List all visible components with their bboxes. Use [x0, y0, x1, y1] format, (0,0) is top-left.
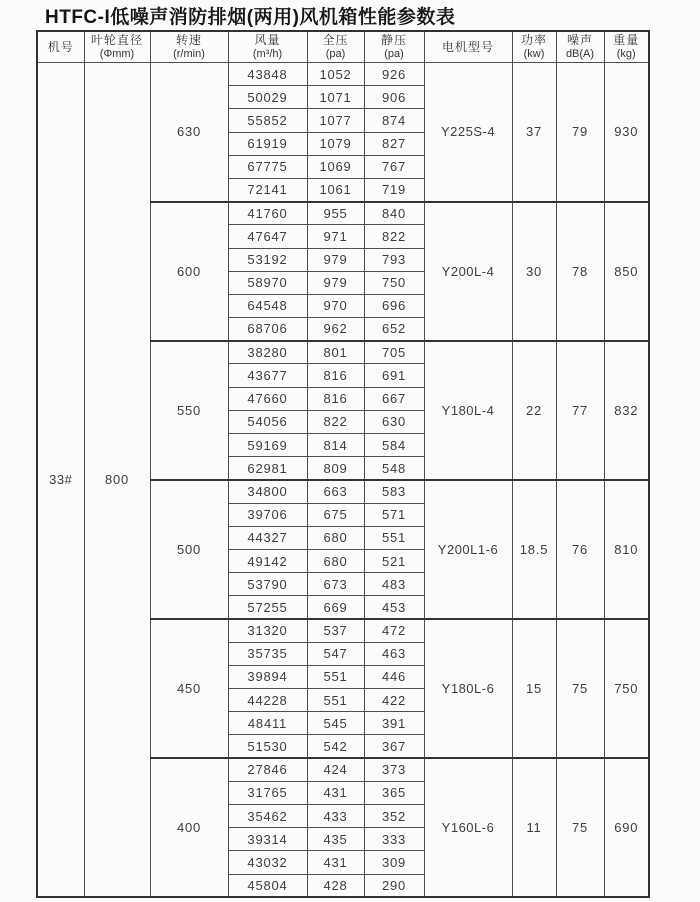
weight-cell: 690 [604, 758, 649, 897]
weight-cell: 810 [604, 480, 649, 619]
static-pressure-cell: 548 [364, 457, 424, 480]
total-pressure-cell: 1077 [307, 109, 364, 132]
static-pressure-cell: 691 [364, 364, 424, 387]
static-pressure-cell: 367 [364, 735, 424, 758]
motor-model-cell: Y200L-4 [424, 202, 512, 341]
total-pressure-cell: 1071 [307, 86, 364, 109]
noise-cell: 77 [556, 341, 604, 480]
static-pressure-cell: 696 [364, 294, 424, 317]
static-pressure-cell: 750 [364, 271, 424, 294]
air-volume-cell: 39706 [228, 503, 307, 526]
total-pressure-cell: 431 [307, 781, 364, 804]
static-pressure-cell: 472 [364, 619, 424, 642]
total-pressure-cell: 971 [307, 225, 364, 248]
motor-model-cell: Y180L-4 [424, 341, 512, 480]
table-row [37, 63, 649, 86]
static-pressure-cell: 373 [364, 758, 424, 781]
power-cell: 30 [512, 202, 556, 341]
air-volume-cell: 31765 [228, 781, 307, 804]
air-volume-cell: 58970 [228, 271, 307, 294]
static-pressure-cell: 906 [364, 86, 424, 109]
noise-cell: 76 [556, 480, 604, 619]
header-unit: (r/min) [173, 47, 205, 60]
static-pressure-cell: 453 [364, 596, 424, 619]
static-pressure-cell: 583 [364, 480, 424, 503]
col-header-static-pressure [364, 31, 424, 63]
header-unit: (pa) [325, 47, 346, 60]
total-pressure-cell: 816 [307, 387, 364, 410]
static-pressure-cell: 365 [364, 781, 424, 804]
static-pressure-cell: 391 [364, 712, 424, 735]
static-pressure-cell: 719 [364, 178, 424, 201]
static-pressure-cell: 652 [364, 318, 424, 341]
speed-cell: 550 [150, 341, 228, 480]
impeller-diameter-cell: 800 [84, 63, 150, 898]
total-pressure-cell: 428 [307, 874, 364, 897]
air-volume-cell: 68706 [228, 318, 307, 341]
total-pressure-cell: 663 [307, 480, 364, 503]
static-pressure-cell: 290 [364, 874, 424, 897]
air-volume-cell: 45804 [228, 874, 307, 897]
header-label: 电机型号 [441, 39, 494, 54]
air-volume-cell: 43677 [228, 364, 307, 387]
machine-no-cell: 33# [37, 63, 84, 898]
total-pressure-cell: 1052 [307, 63, 364, 86]
static-pressure-cell: 521 [364, 549, 424, 572]
static-pressure-cell: 827 [364, 132, 424, 155]
static-pressure-cell: 584 [364, 434, 424, 457]
static-pressure-cell: 309 [364, 851, 424, 874]
total-pressure-cell: 669 [307, 596, 364, 619]
noise-cell: 78 [556, 202, 604, 341]
header-row [37, 31, 649, 63]
col-header-total-pressure [307, 31, 364, 63]
static-pressure-cell: 333 [364, 828, 424, 851]
total-pressure-cell: 551 [307, 665, 364, 688]
air-volume-cell: 61919 [228, 132, 307, 155]
air-volume-cell: 48411 [228, 712, 307, 735]
static-pressure-cell: 793 [364, 248, 424, 271]
total-pressure-cell: 814 [307, 434, 364, 457]
static-pressure-cell: 571 [364, 503, 424, 526]
table-body [37, 63, 649, 898]
noise-cell: 75 [556, 758, 604, 897]
air-volume-cell: 55852 [228, 109, 307, 132]
air-volume-cell: 44228 [228, 689, 307, 712]
total-pressure-cell: 970 [307, 294, 364, 317]
header-label: 功率 [520, 33, 547, 48]
air-volume-cell: 47660 [228, 387, 307, 410]
air-volume-cell: 54056 [228, 410, 307, 433]
speed-cell: 600 [150, 202, 228, 341]
motor-model-cell: Y180L-6 [424, 619, 512, 758]
total-pressure-cell: 1061 [307, 178, 364, 201]
noise-cell: 79 [556, 63, 604, 202]
header-label: 风量 [254, 33, 281, 48]
total-pressure-cell: 675 [307, 503, 364, 526]
col-header-noise [556, 31, 604, 63]
air-volume-cell: 62981 [228, 457, 307, 480]
power-cell: 22 [512, 341, 556, 480]
total-pressure-cell: 431 [307, 851, 364, 874]
power-cell: 37 [512, 63, 556, 202]
total-pressure-cell: 435 [307, 828, 364, 851]
air-volume-cell: 59169 [228, 434, 307, 457]
air-volume-cell: 49142 [228, 549, 307, 572]
page-title: HTFC-I低噪声消防排烟(两用)风机箱性能参数表 [45, 7, 456, 28]
total-pressure-cell: 801 [307, 341, 364, 364]
static-pressure-cell: 463 [364, 642, 424, 665]
total-pressure-cell: 433 [307, 805, 364, 828]
header-label: 静压 [380, 33, 407, 48]
motor-model-cell: Y160L-6 [424, 758, 512, 897]
air-volume-cell: 57255 [228, 596, 307, 619]
total-pressure-cell: 680 [307, 526, 364, 549]
header-label: 叶轮直径 [90, 33, 143, 48]
motor-model-cell: Y200L1-6 [424, 480, 512, 619]
total-pressure-cell: 809 [307, 457, 364, 480]
header-unit: (pa) [384, 47, 404, 60]
air-volume-cell: 41760 [228, 202, 307, 225]
air-volume-cell: 31320 [228, 619, 307, 642]
header-label: 全压 [322, 33, 349, 48]
table-header [37, 31, 649, 63]
speed-cell: 400 [150, 758, 228, 897]
air-volume-cell: 34800 [228, 480, 307, 503]
total-pressure-cell: 673 [307, 573, 364, 596]
total-pressure-cell: 962 [307, 318, 364, 341]
air-volume-cell: 50029 [228, 86, 307, 109]
col-header-machine-no [37, 31, 84, 63]
power-cell: 11 [512, 758, 556, 897]
speed-cell: 450 [150, 619, 228, 758]
total-pressure-cell: 547 [307, 642, 364, 665]
air-volume-cell: 53192 [228, 248, 307, 271]
weight-cell: 750 [604, 619, 649, 758]
fan-performance-table [36, 30, 650, 898]
air-volume-cell: 35735 [228, 642, 307, 665]
speed-cell: 630 [150, 63, 228, 202]
weight-cell: 930 [604, 63, 649, 202]
air-volume-cell: 27846 [228, 758, 307, 781]
static-pressure-cell: 422 [364, 689, 424, 712]
static-pressure-cell: 551 [364, 526, 424, 549]
col-header-weight [604, 31, 649, 63]
header-unit: (kg) [616, 47, 636, 60]
air-volume-cell: 35462 [228, 805, 307, 828]
total-pressure-cell: 979 [307, 248, 364, 271]
header-unit: (Φmm) [99, 47, 135, 60]
static-pressure-cell: 926 [364, 63, 424, 86]
air-volume-cell: 44327 [228, 526, 307, 549]
header-label: 噪声 [566, 33, 593, 48]
air-volume-cell: 47647 [228, 225, 307, 248]
header-unit: (kw) [523, 47, 545, 60]
static-pressure-cell: 446 [364, 665, 424, 688]
air-volume-cell: 43032 [228, 851, 307, 874]
header-unit: dB(A) [565, 47, 595, 60]
power-cell: 15 [512, 619, 556, 758]
power-cell: 18.5 [512, 480, 556, 619]
col-header-speed [150, 31, 228, 63]
air-volume-cell: 51530 [228, 735, 307, 758]
weight-cell: 850 [604, 202, 649, 341]
air-volume-cell: 38280 [228, 341, 307, 364]
total-pressure-cell: 542 [307, 735, 364, 758]
col-header-impeller-diameter [84, 31, 150, 63]
static-pressure-cell: 874 [364, 109, 424, 132]
total-pressure-cell: 955 [307, 202, 364, 225]
col-header-motor-model [424, 31, 512, 63]
total-pressure-cell: 1069 [307, 155, 364, 178]
speed-cell: 500 [150, 480, 228, 619]
air-volume-cell: 43848 [228, 63, 307, 86]
static-pressure-cell: 705 [364, 341, 424, 364]
static-pressure-cell: 767 [364, 155, 424, 178]
header-label: 机号 [47, 39, 74, 54]
header-unit: (m³/h) [252, 47, 283, 60]
static-pressure-cell: 630 [364, 410, 424, 433]
air-volume-cell: 64548 [228, 294, 307, 317]
total-pressure-cell: 979 [307, 271, 364, 294]
total-pressure-cell: 1079 [307, 132, 364, 155]
weight-cell: 832 [604, 341, 649, 480]
col-header-power [512, 31, 556, 63]
total-pressure-cell: 816 [307, 364, 364, 387]
total-pressure-cell: 545 [307, 712, 364, 735]
static-pressure-cell: 667 [364, 387, 424, 410]
total-pressure-cell: 551 [307, 689, 364, 712]
total-pressure-cell: 424 [307, 758, 364, 781]
air-volume-cell: 72141 [228, 178, 307, 201]
air-volume-cell: 53790 [228, 573, 307, 596]
col-header-air-volume [228, 31, 307, 63]
static-pressure-cell: 840 [364, 202, 424, 225]
static-pressure-cell: 483 [364, 573, 424, 596]
air-volume-cell: 39314 [228, 828, 307, 851]
header-label: 重量 [613, 33, 640, 48]
air-volume-cell: 67775 [228, 155, 307, 178]
static-pressure-cell: 822 [364, 225, 424, 248]
total-pressure-cell: 822 [307, 410, 364, 433]
noise-cell: 75 [556, 619, 604, 758]
static-pressure-cell: 352 [364, 805, 424, 828]
motor-model-cell: Y225S-4 [424, 63, 512, 202]
total-pressure-cell: 537 [307, 619, 364, 642]
air-volume-cell: 39894 [228, 665, 307, 688]
total-pressure-cell: 680 [307, 549, 364, 572]
header-label: 转速 [175, 33, 202, 48]
